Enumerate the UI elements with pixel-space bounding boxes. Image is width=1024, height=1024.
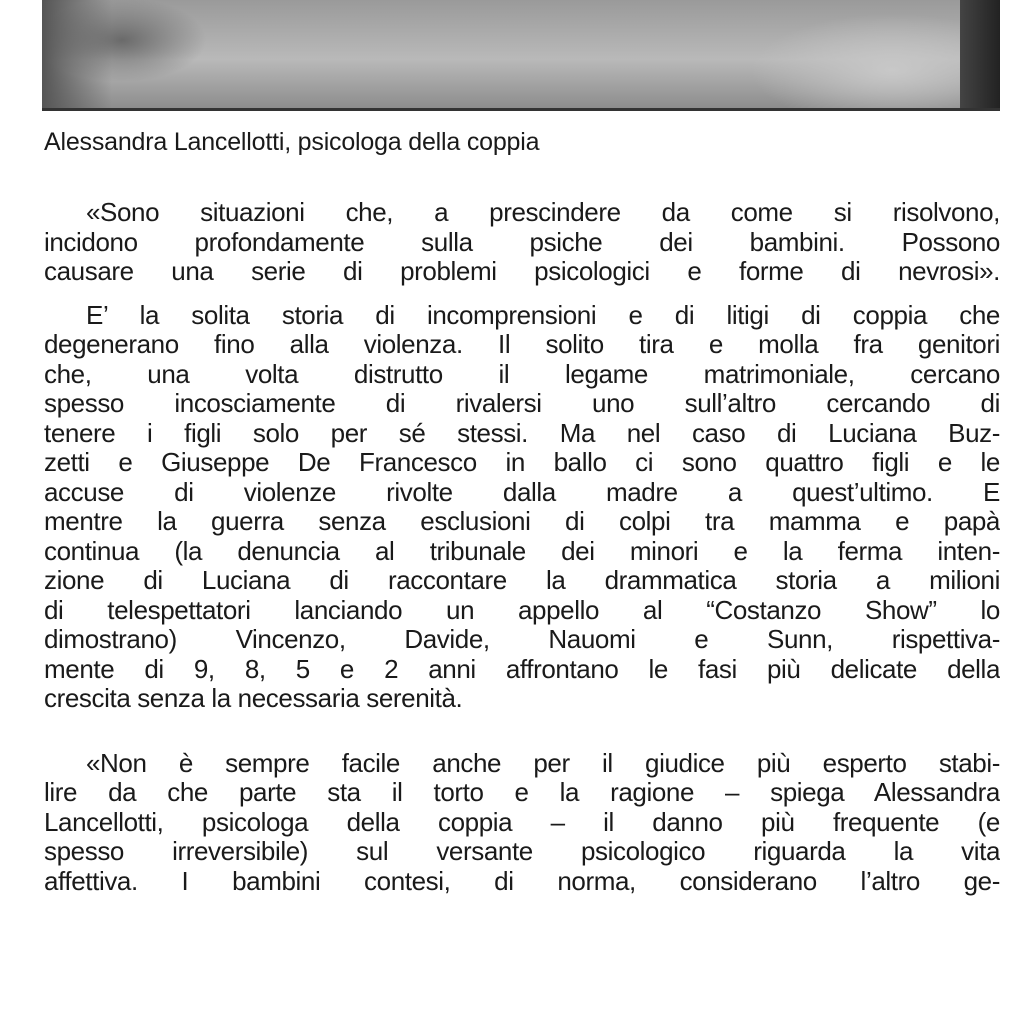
paragraph-1 [44,198,1000,287]
photo-caption: Alessandra Lancellotti, psicologa della coppia [44,128,540,156]
text-line: accuse di violenze rivolte dalla madre a quest’ultimo. E [44,477,1000,507]
text-line: affettiva. I bambini contesi, di norma, considerano l’altro ge- [44,866,1000,896]
photo-shadow [42,0,112,108]
text-line: mentre la guerra senza esclusioni di colpi tra mamma e papà [44,507,1000,536]
text-line: spesso incosciamente di rivalersi uno sull’altro cercando di [44,389,1000,418]
text-line: tenere i figli solo per sé stessi. Ma nel caso di Luciana Buz- [44,418,1000,448]
text-line: causare una serie di problemi psicologici e forme di nevrosi». [44,257,1000,286]
article-photo [42,0,1000,111]
photo-edge [960,0,1000,108]
text-line: «Non è sempre facile anche per il giudice più esperto stabi- [86,748,1000,778]
text-line: zetti e Giuseppe De Francesco in ballo ci sono quattro figli e le [44,448,1000,477]
text-line: zione di Luciana di raccontare la drammatica storia a milioni [44,566,1000,595]
text-line: «Sono situazioni che, a prescindere da come si risolvono, [86,198,1000,227]
text-line: mente di 9, 8, 5 e 2 anni affrontano le fasi più delicate della [44,654,1000,684]
text-line: degenerano fino alla violenza. Il solito tira e molla fra genitori [44,330,1000,359]
text-line: che, una volta distrutto il legame matrimoniale, cercano [44,359,1000,389]
text-line: di telespettatori lanciando un appello al “Costanzo Show” lo [44,595,1000,625]
text-line: E’ la solita storia di incomprensioni e di litigi di coppia che [86,300,1000,330]
text-line: spesso irreversibile) sul versante psicologico riguarda la vita [44,837,1000,866]
text-line: dimostrano) Vincenzo, Davide, Nauomi e Sunn, rispettiva- [44,625,1000,654]
text-line: continua (la denuncia al tribunale dei minori e la ferma inten- [44,536,1000,566]
paragraph-3 [44,749,1000,897]
text-line: incidono profondamente sulla psiche dei bambini. Possono [44,227,1000,257]
article-body [44,198,1000,896]
paragraph-2 [44,301,1000,714]
text-line: Lancellotti, psicologa della coppia – il danno più frequente (e [44,807,1000,837]
text-line: crescita senza la necessaria serenità. [44,684,463,713]
text-line: lire da che parte sta il torto e la ragione – spiega Alessandra [44,778,1000,807]
